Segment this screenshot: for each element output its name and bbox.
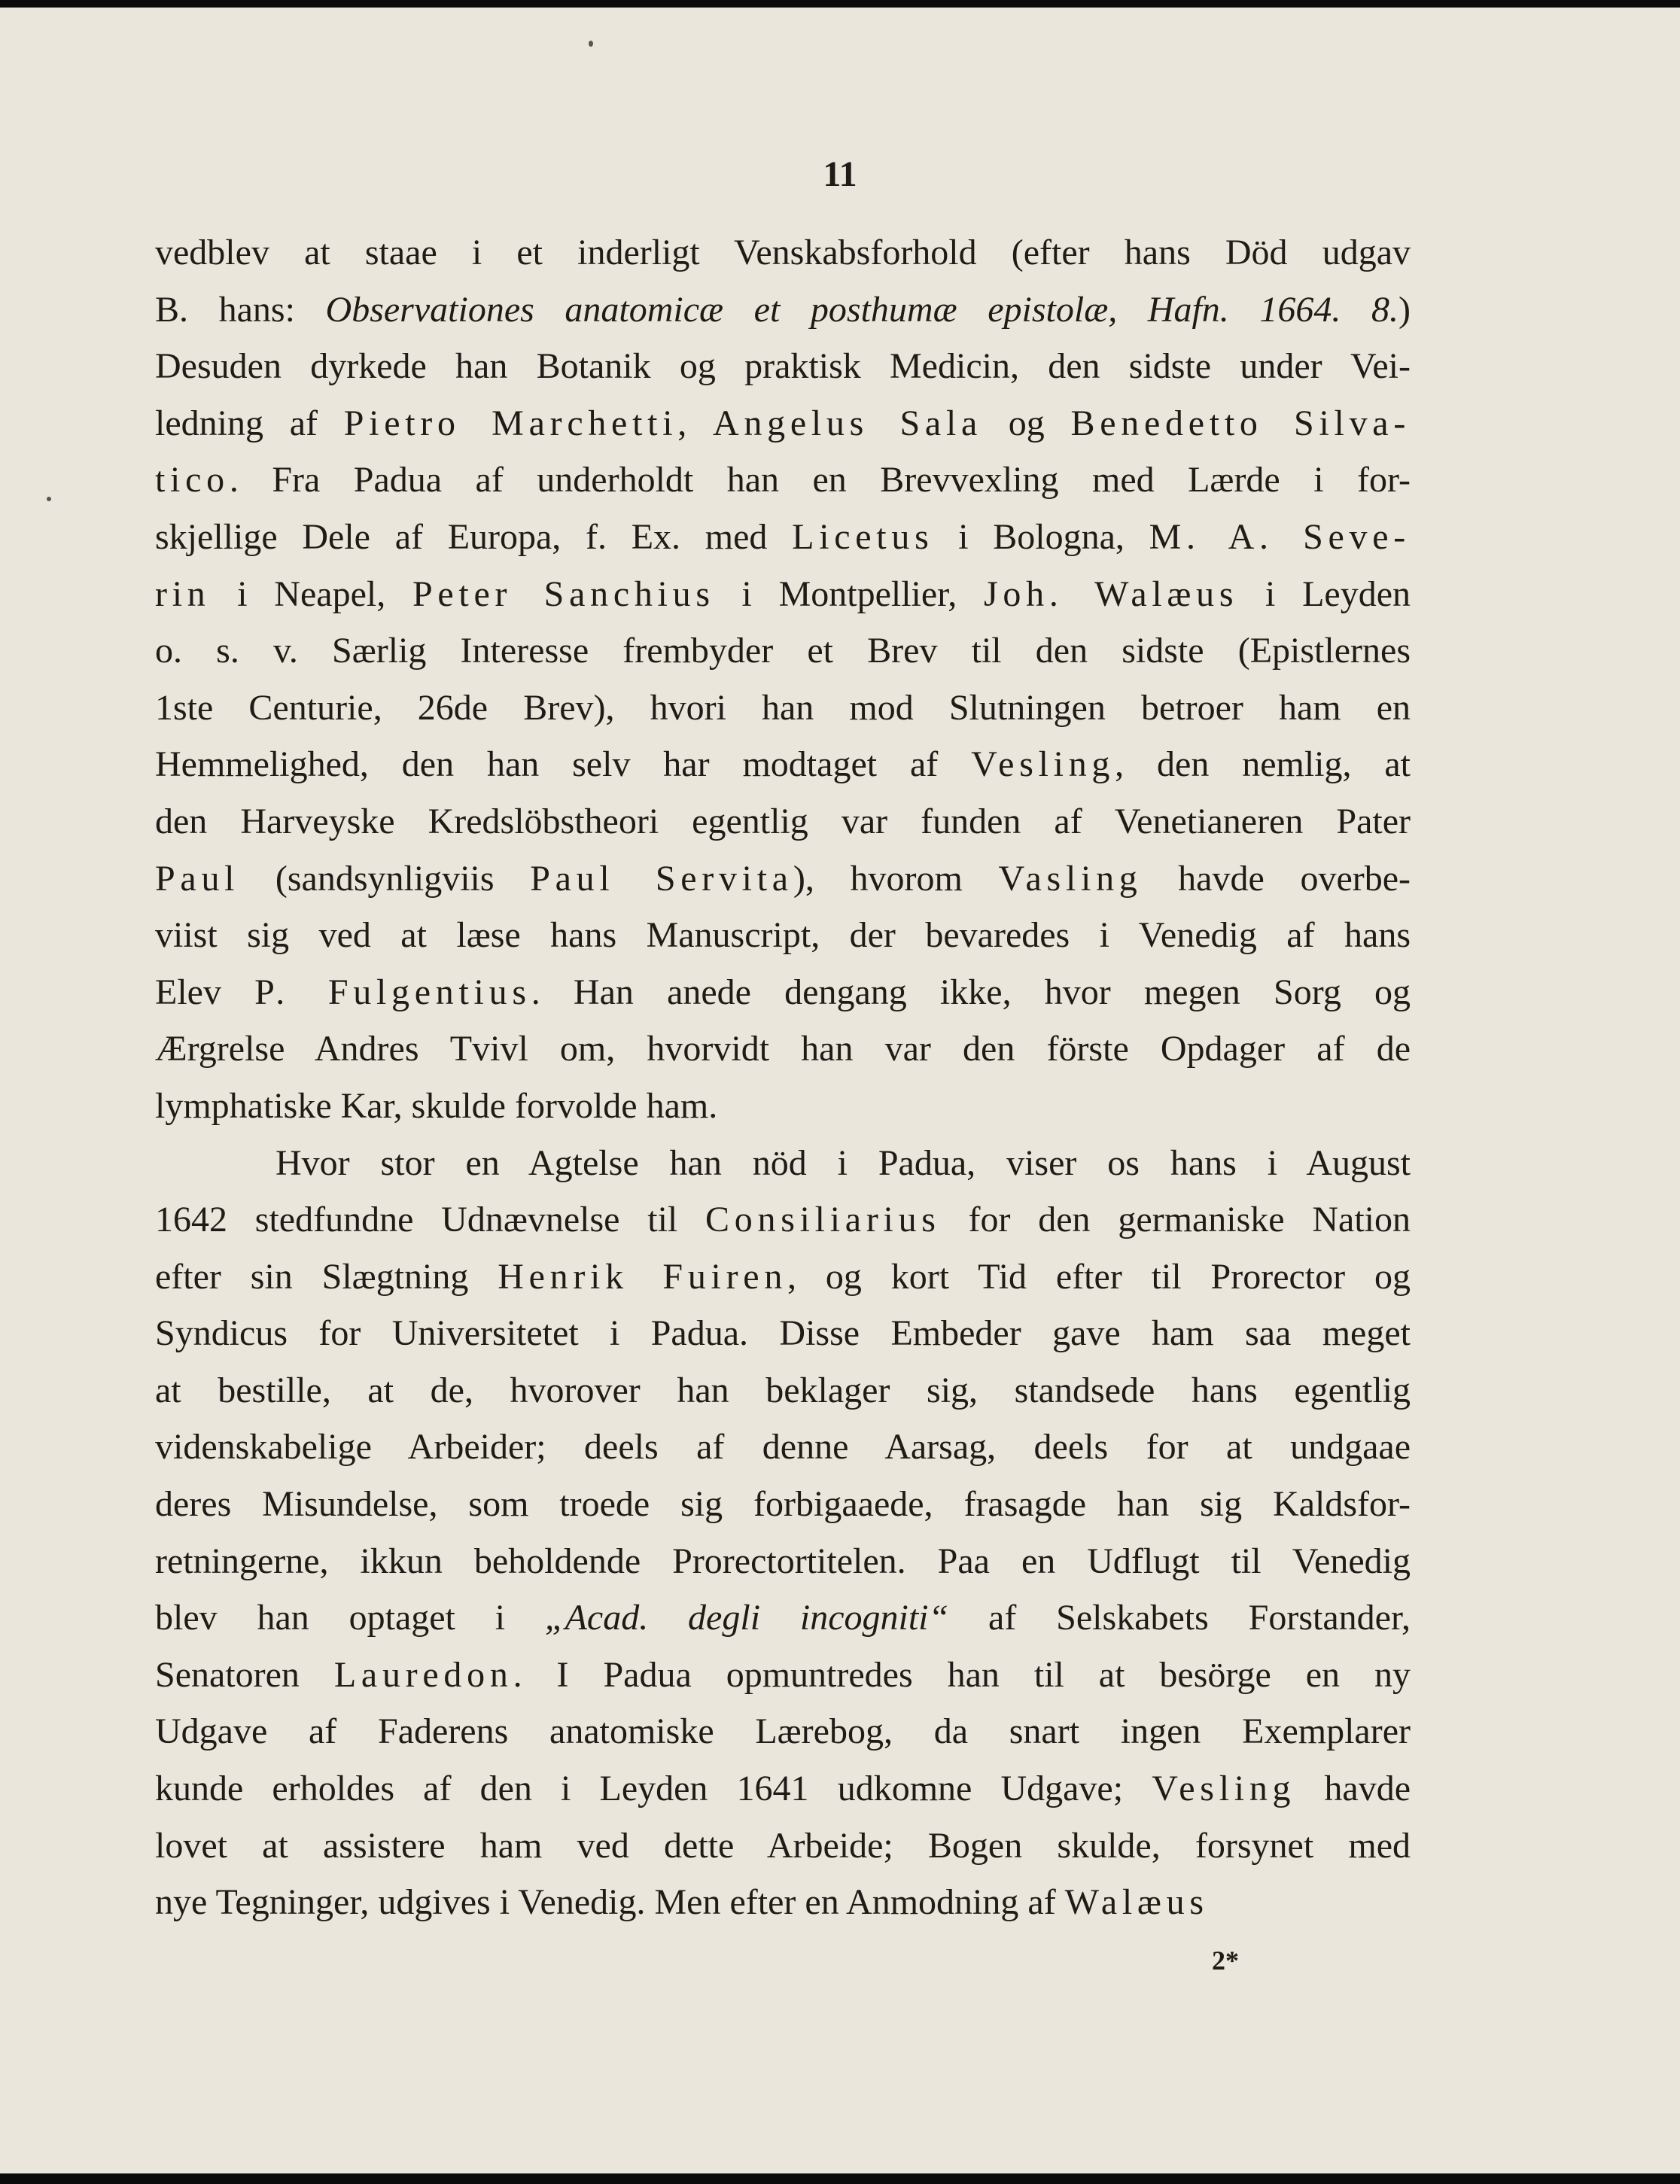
text-line: [155, 1647, 1411, 1704]
text-run: Syndicus for Universitetet i Padua. Disse Embeder gave ham saa meget: [155, 1313, 1411, 1354]
signature-mark: 2*: [1212, 1945, 1239, 1976]
spaced-name: Henrik Fuiren: [498, 1256, 788, 1297]
text-run: lymphatiske Kar, skulde forvolde ham.: [155, 1085, 718, 1126]
text-run: i Leyden: [1238, 573, 1411, 614]
text-run: af Selskabets Forstander,: [948, 1598, 1411, 1638]
text-line: [155, 1191, 1411, 1249]
text-line: [155, 680, 1411, 737]
text-run: viist sig ved at læse hans Manuscript, der bevaredes i Venedig af hans: [155, 915, 1411, 956]
text-run: skjellige Dele af Europa, f. Ex. med: [155, 516, 793, 557]
text-run: deres Misundelse, som troede sig forbigaaede, frasagde han sig Kaldsfor-: [155, 1484, 1411, 1525]
page-body-text: [155, 224, 1411, 1931]
text-run: ), hvorom: [793, 858, 999, 899]
text-run: i Neapel,: [210, 573, 412, 614]
text-line: [155, 1703, 1411, 1760]
text-line: [155, 1135, 1411, 1192]
spaced-name: Peter Sanchius: [412, 573, 715, 614]
spaced-name: Vesling: [971, 744, 1115, 785]
text-line: [155, 1078, 1411, 1135]
text-run: nye Tegninger, udgives i Venedig. Men efter en Anmodning af: [155, 1882, 1065, 1923]
ink-speck: [589, 41, 593, 47]
text-line: [155, 1362, 1411, 1419]
text-run: , og kort Tid efter til Prorector og: [787, 1256, 1411, 1297]
spaced-name: M. A. Seve-: [1149, 516, 1411, 557]
text-run: og: [982, 403, 1071, 443]
text-line: [155, 1305, 1411, 1362]
ink-speck: [47, 497, 51, 501]
text-run: for den germaniske Nation: [940, 1200, 1411, 1240]
text-line: [155, 452, 1411, 509]
spaced-name: rin: [155, 573, 211, 614]
text-line: [155, 566, 1411, 623]
text-run: o. s. v. Særlig Interesse frembyder et Brev til den sidste (Epistlernes: [155, 631, 1411, 671]
text-run: kunde erholdes af den i Leyden 1641 udkomne Udgave;: [155, 1769, 1152, 1809]
text-line: [155, 1533, 1411, 1590]
text-run: lovet at assistere ham ved dette Arbeide; Bogen skulde, forsynet med: [155, 1825, 1411, 1866]
text-run: i Bologna,: [933, 516, 1149, 557]
text-line: [155, 964, 1411, 1021]
spaced-name: Vasling: [998, 858, 1143, 899]
italic-title: „Acad. degli incogniti“: [544, 1598, 949, 1638]
text-line: [155, 224, 1411, 281]
text-run: 1ste Centurie, 26de Brev), hvori han mod Slutningen betroer ham en: [155, 687, 1411, 728]
text-run: at bestille, at de, hvorover han beklager sig, standsede hans egentlig: [155, 1370, 1411, 1410]
text-run: havde: [1295, 1769, 1411, 1809]
text-run: ledning af: [155, 403, 344, 443]
text-run: 1642 stedfundne Udnævnelse til: [155, 1200, 706, 1240]
spaced-name: Paul Servita: [530, 858, 793, 899]
text-line: [155, 907, 1411, 964]
text-run: Udgave af Faderens anatomiske Lærebog, da snart ingen Exemplarer: [155, 1711, 1411, 1752]
spaced-name: Pietro Marchetti: [343, 403, 678, 443]
text-line: [155, 793, 1411, 850]
text-run: vedblev at staae i et inderligt Venskabsforhold (efter hans Död udgav: [155, 233, 1411, 272]
text-line: [155, 1589, 1411, 1647]
text-line: [155, 1021, 1411, 1078]
text-run: . Fra Padua af underholdt han en Brevvexling med Lærde i for-: [229, 460, 1411, 500]
text-run: . I Padua opmuntredes han til at besörge en ny: [513, 1654, 1411, 1695]
page-number: 11: [823, 154, 857, 194]
text-run: . Han anede dengang ikke, hvor megen Sorg og: [531, 972, 1411, 1012]
text-run: den Harveyske Kredslöbstheori egentlig var funden af Venetianeren Pater: [155, 801, 1411, 841]
text-line: [155, 281, 1411, 339]
text-line: [155, 736, 1411, 793]
spaced-name: Consiliarius: [705, 1200, 941, 1240]
text-run: retningerne, ikkun beholdende Prorectortitelen. Paa en Udflugt til Venedig: [155, 1541, 1411, 1581]
text-line: [155, 338, 1411, 395]
text-run: videnskabelige Arbeider; deels af denne Aarsag, deels for at undgaae: [155, 1427, 1411, 1468]
text-run: Ærgrelse Andres Tvivl om, hvorvidt han var den förste Opdager af de: [155, 1029, 1411, 1069]
text-run: efter sin Slægtning: [155, 1256, 498, 1297]
text-line: [155, 1419, 1411, 1476]
text-line: [155, 1249, 1411, 1306]
text-run: , den nemlig, at: [1115, 744, 1411, 785]
text-line: [155, 509, 1411, 566]
text-run: Senatoren: [155, 1654, 334, 1695]
text-run: havde overbe-: [1142, 858, 1411, 899]
spaced-name: Vesling: [1152, 1769, 1296, 1809]
text-run: blev han optaget i: [155, 1598, 545, 1638]
text-line: [155, 395, 1411, 452]
spaced-name: Lauredon: [333, 1654, 513, 1695]
text-run: (sandsynligviis: [239, 858, 531, 899]
spaced-name: tico: [155, 460, 230, 500]
text-line: [155, 1476, 1411, 1533]
text-run: ): [1398, 289, 1411, 330]
text-line: [155, 850, 1411, 908]
spaced-name: Licetus: [792, 516, 934, 557]
text-run: Hvor stor en Agtelse han nöd i Padua, viser os hans i August: [275, 1142, 1411, 1183]
text-run: B. hans:: [155, 289, 326, 330]
spaced-name: Paul: [155, 858, 240, 899]
text-run: Desuden dyrkede han Botanik og praktisk Medicin, den sidste under Vei-: [155, 346, 1411, 387]
italic-title: Observationes anatomicæ et posthumæ epistolæ, Hafn. 1664. 8.: [325, 289, 1399, 330]
spaced-name: Angelus Sala: [713, 403, 983, 443]
text-run: Hemmelighed, den han selv har modtaget af: [155, 744, 972, 785]
spaced-name: Walæus: [1064, 1882, 1209, 1923]
spaced-name: Joh. Walæus: [984, 573, 1239, 614]
text-line: [155, 1817, 1411, 1875]
spaced-name: P. Fulgentius: [254, 972, 531, 1012]
text-line: [155, 1760, 1411, 1817]
text-run: i Montpellier,: [714, 573, 985, 614]
text-run: Elev: [155, 972, 255, 1012]
text-line: [155, 622, 1411, 680]
spaced-name: Benedetto Silva-: [1070, 403, 1411, 443]
text-run: ,: [677, 403, 714, 443]
text-line: [155, 1874, 1411, 1931]
book-page: [0, 8, 1680, 2173]
